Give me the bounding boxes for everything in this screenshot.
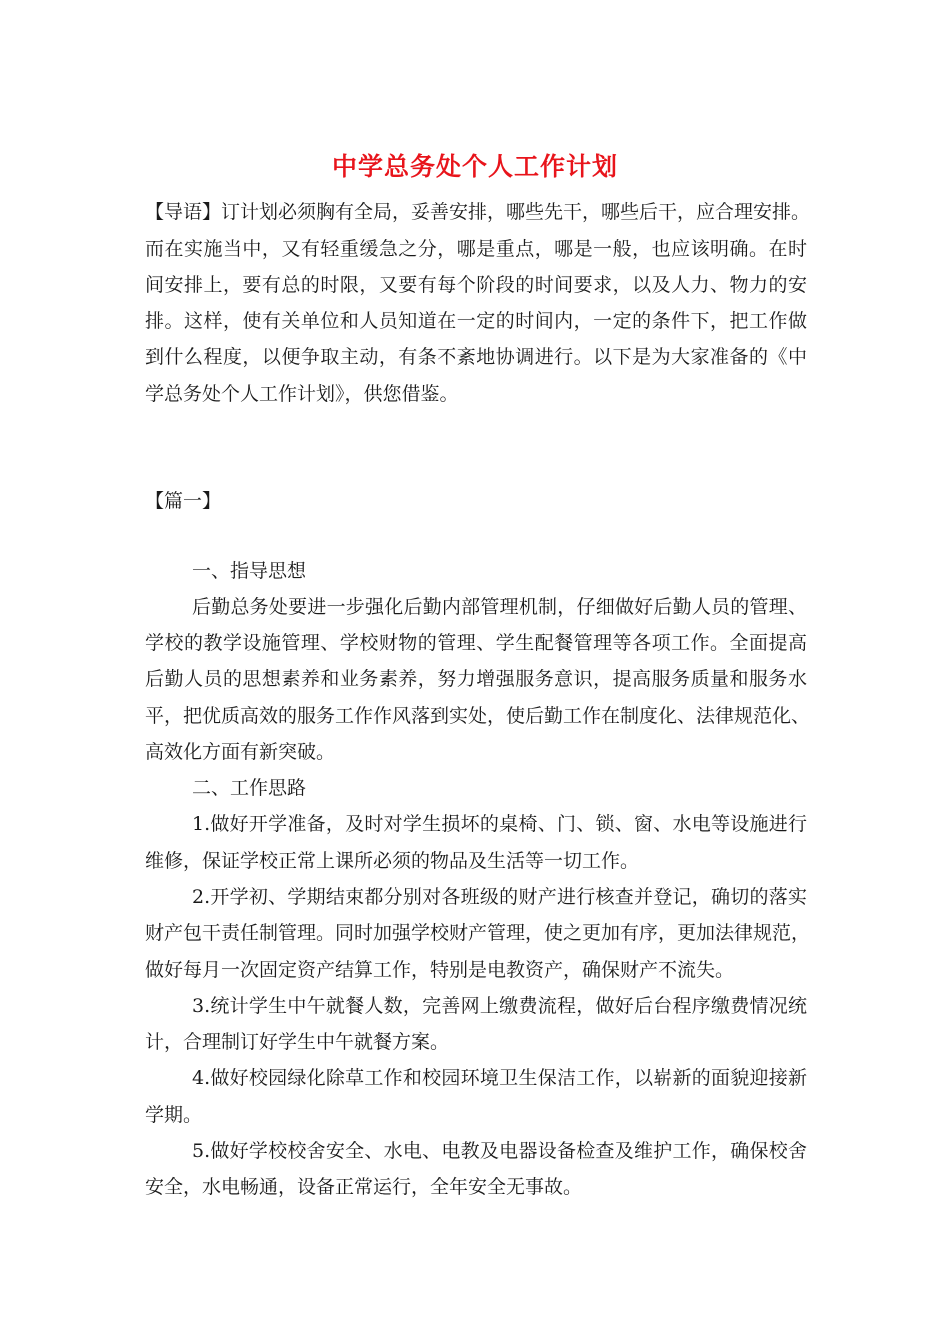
- list-item-line: 4.做好校园绿化除草工作和校园环境卫生保洁工作，以崭新的面貌迎接新: [192, 1067, 807, 1089]
- intro-line: 【导语】订计划必须胸有全局，妥善安排，哪些先干，哪些后干，应合理安排。: [145, 201, 811, 223]
- list-item-line: 1.做好开学准备，及时对学生损坏的桌椅、门、锁、窗、水电等设施进行: [192, 813, 807, 835]
- list-item-line: 安全，水电畅通，设备正常运行，全年安全无事故。: [145, 1176, 583, 1198]
- paragraph-line: 学校的教学设施管理、学校财物的管理、学生配餐管理等各项工作。全面提高: [145, 632, 807, 654]
- list-item-line: 维修，保证学校正常上课所必须的物品及生活等一切工作。: [145, 850, 640, 872]
- list-item-line: 学期。: [145, 1104, 203, 1126]
- intro-line: 排。这样，使有关单位和人员知道在一定的时间内，一定的条件下，把工作做: [145, 310, 807, 332]
- intro-line: 学总务处个人工作计划》，供您借鉴。: [145, 383, 459, 405]
- intro-line: 到什么程度，以便争取主动，有条不紊地协调进行。以下是为大家准备的《中: [145, 346, 807, 368]
- list-item-line: 做好每月一次固定资产结算工作，特别是电教资产，确保财产不流失。: [145, 959, 735, 981]
- paragraph-line: 高效化方面有新突破。: [145, 741, 336, 763]
- list-item-line: 3.统计学生中午就餐人数，完善网上缴费流程，做好后台程序缴费情况统: [192, 995, 807, 1017]
- heading-guiding-ideology: 一、指导思想: [192, 560, 307, 582]
- intro-line: 间安排上，要有总的时限，又要有每个阶段的时间要求，以及人力、物力的安: [145, 274, 807, 296]
- document-title: 中学总务处个人工作计划: [331, 152, 618, 181]
- section-label: 【篇一】: [145, 490, 222, 512]
- heading-work-approach: 二、工作思路: [192, 777, 307, 799]
- intro-line: 而在实施当中，又有轻重缓急之分，哪是重点，哪是一般，也应该明确。在时: [145, 238, 807, 260]
- paragraph-line: 平，把优质高效的服务工作作风落到实处，使后勤工作在制度化、法律规范化、: [145, 705, 811, 727]
- list-item-line: 5.做好学校校舍安全、水电、电教及电器设备检查及维护工作，确保校舍: [192, 1140, 807, 1162]
- list-item-line: 计，合理制订好学生中午就餐方案。: [145, 1031, 450, 1053]
- list-item-line: 财产包干责任制管理。同时加强学校财产管理，使之更加有序，更加法律规范，: [145, 922, 811, 944]
- paragraph-line: 后勤总务处要进一步强化后勤内部管理机制，仔细做好后勤人员的管理、: [192, 596, 807, 618]
- list-item-line: 2.开学初、学期结束都分别对各班级的财产进行核查并登记，确切的落实: [192, 886, 807, 908]
- paragraph-line: 后勤人员的思想素养和业务素养，努力增强服务意识，提高服务质量和服务水: [145, 668, 807, 690]
